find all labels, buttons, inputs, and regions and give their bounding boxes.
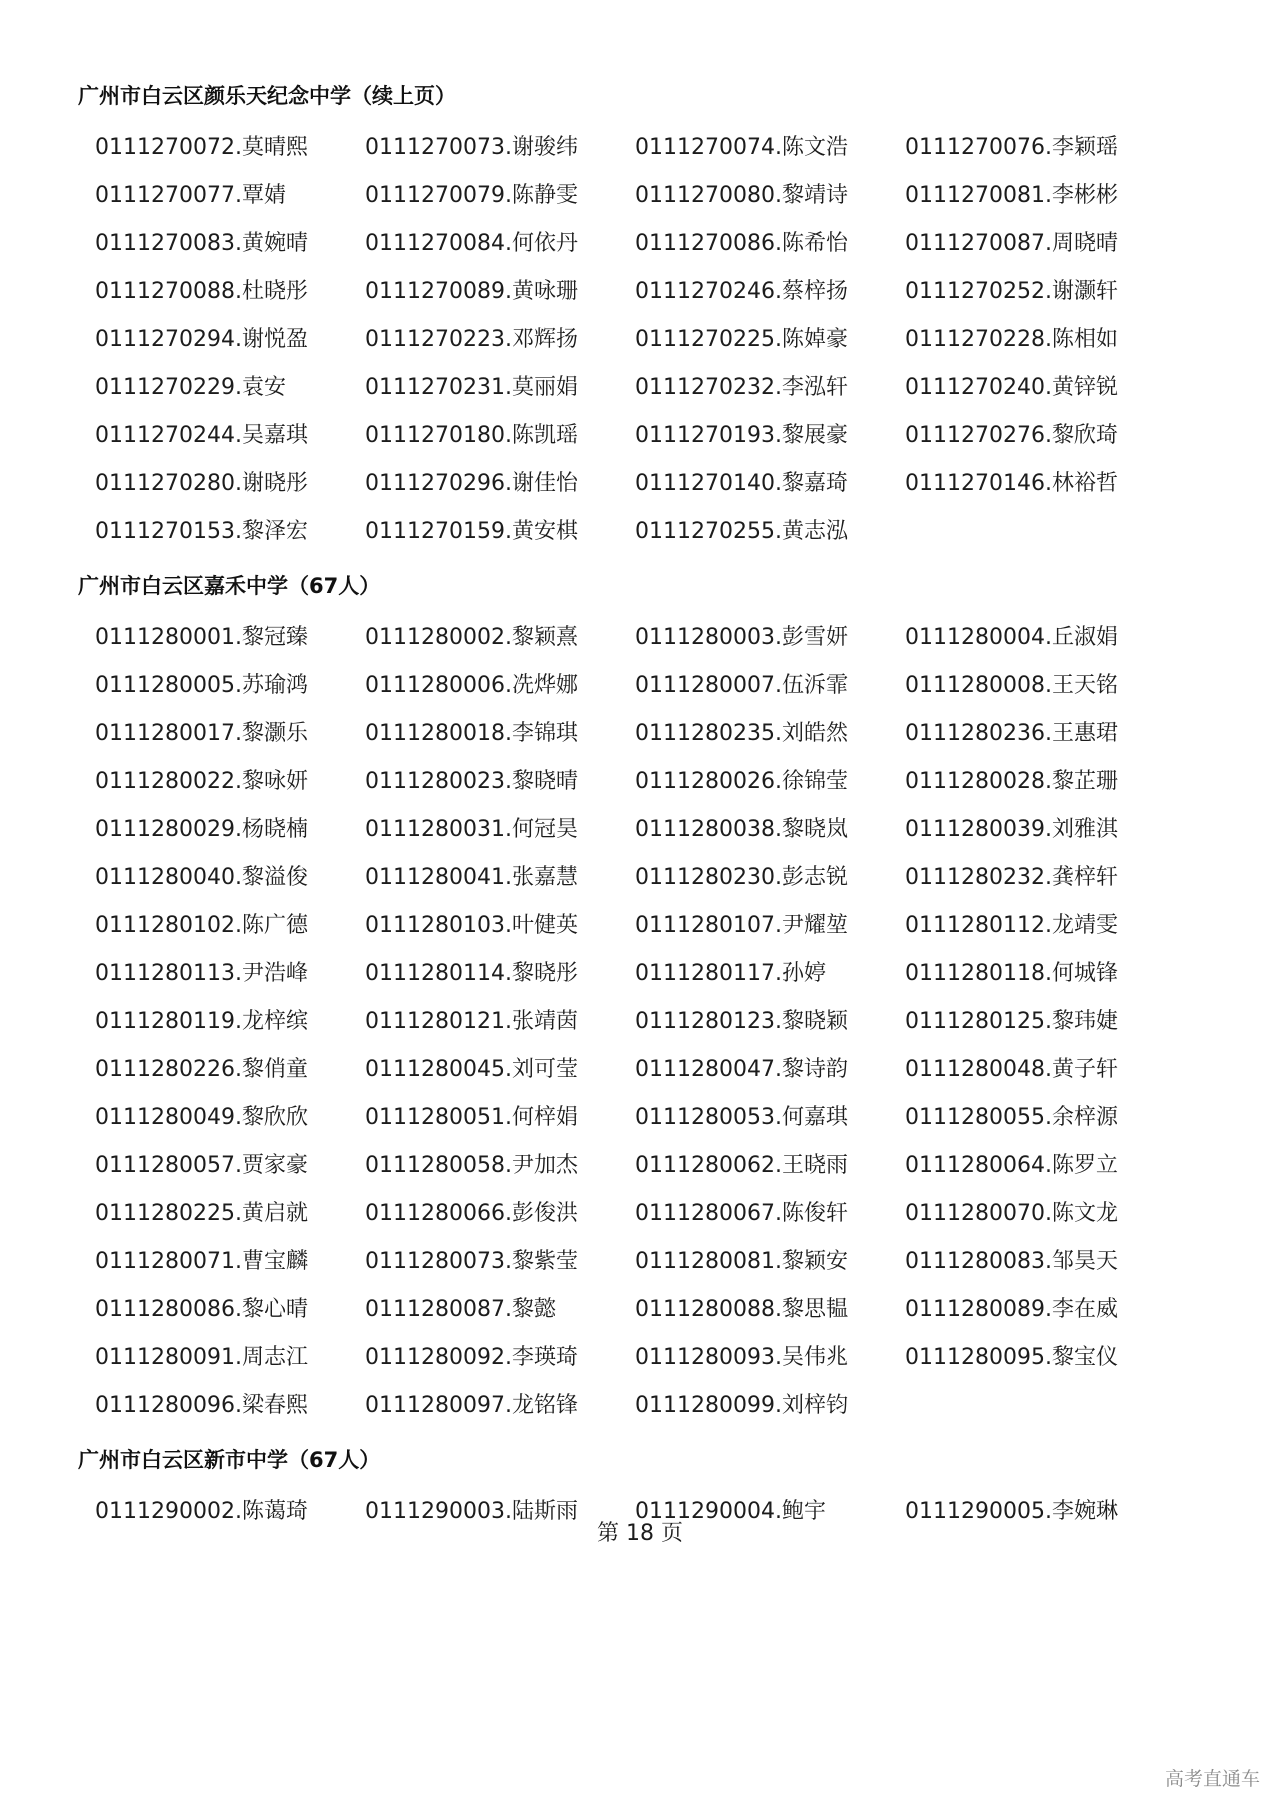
student-entry: 0111270244.吴嘉琪 (95, 423, 308, 448)
student-entry: 0111280041.张嘉慧 (365, 865, 578, 890)
student-entry: 0111270146.林裕哲 (905, 471, 1118, 496)
student-entry: 0111280067.陈俊轩 (635, 1201, 848, 1226)
student-entry: 0111280225.黄启就 (95, 1201, 308, 1226)
page-number: 第 18 页 (597, 1521, 683, 1546)
student-entry: 0111280095.黎宝仪 (905, 1345, 1118, 1370)
student-entry: 0111270246.蔡梓扬 (635, 279, 848, 304)
student-entry: 0111270232.李泓轩 (635, 375, 848, 400)
student-entry: 0111290003.陆斯雨 (365, 1499, 578, 1524)
student-entry: 0111270229.袁安 (95, 375, 286, 400)
student-entry: 0111280008.王天铭 (905, 673, 1118, 698)
student-entry: 0111280058.尹加杰 (365, 1153, 578, 1178)
student-entry: 0111270086.陈希怡 (635, 231, 848, 256)
student-entry: 0111270073.谢骏纬 (365, 135, 578, 160)
student-entry: 0111270223.邓辉扬 (365, 327, 578, 352)
student-entry: 0111280235.刘皓然 (635, 721, 848, 746)
student-entry: 0111280023.黎晓晴 (365, 769, 578, 794)
student-entry: 0111280039.刘雅淇 (905, 817, 1118, 842)
student-entry: 0111290005.李婉琳 (905, 1499, 1118, 1524)
student-entry: 0111270080.黎靖诗 (635, 183, 848, 208)
student-entry: 0111270088.杜晓彤 (95, 279, 308, 304)
section-heading: 广州市白云区新市中学（67人） (78, 1448, 381, 1472)
student-entry: 0111290002.陈蔼琦 (95, 1499, 308, 1524)
student-entry: 0111280091.周志江 (95, 1345, 308, 1370)
student-entry: 0111270074.陈文浩 (635, 135, 848, 160)
student-entry: 0111280001.黎冠臻 (95, 625, 308, 650)
student-entry: 0111280232.龚梓轩 (905, 865, 1118, 890)
student-entry: 0111280064.陈罗立 (905, 1153, 1118, 1178)
student-entry: 0111270077.覃婧 (95, 183, 286, 208)
student-entry: 0111280005.苏瑜鸿 (95, 673, 308, 698)
student-entry: 0111270140.黎嘉琦 (635, 471, 848, 496)
student-entry: 0111270228.陈相如 (905, 327, 1118, 352)
student-entry: 0111280040.黎溢俊 (95, 865, 308, 890)
student-entry: 0111280102.陈广德 (95, 913, 308, 938)
student-entry: 0111270180.陈凯瑶 (365, 423, 578, 448)
student-entry: 0111280022.黎咏妍 (95, 769, 308, 794)
student-entry: 0111280119.龙梓缤 (95, 1009, 308, 1034)
student-entry: 0111280026.徐锦莹 (635, 769, 848, 794)
roster-grid (95, 614, 1280, 1430)
student-entry: 0111280107.尹耀堃 (635, 913, 848, 938)
student-entry: 0111280062.王晓雨 (635, 1153, 848, 1178)
student-entry: 0111270159.黄安棋 (365, 519, 578, 544)
student-entry: 0111280002.黎颖熹 (365, 625, 578, 650)
student-entry: 0111270072.莫晴熙 (95, 135, 308, 160)
student-entry: 0111270240.黄锌锐 (905, 375, 1118, 400)
student-entry: 0111280031.何冠昊 (365, 817, 578, 842)
student-entry: 0111280096.梁春熙 (95, 1393, 308, 1418)
student-entry: 0111280006.冼烨娜 (365, 673, 578, 698)
student-entry: 0111280047.黎诗韵 (635, 1057, 848, 1082)
student-entry: 0111280055.余梓源 (905, 1105, 1118, 1130)
student-entry: 0111280117.孙婷 (635, 961, 826, 986)
student-entry: 0111280093.吴伟兆 (635, 1345, 848, 1370)
student-entry: 0111270153.黎泽宏 (95, 519, 308, 544)
student-entry: 0111270296.谢佳怡 (365, 471, 578, 496)
student-entry: 0111280051.何梓娟 (365, 1105, 578, 1130)
student-entry: 0111280071.曹宝麟 (95, 1249, 308, 1274)
student-entry: 0111280038.黎晓岚 (635, 817, 848, 842)
student-entry: 0111270276.黎欣琦 (905, 423, 1118, 448)
student-entry: 0111280049.黎欣欣 (95, 1105, 308, 1130)
student-entry: 0111270231.莫丽娟 (365, 375, 578, 400)
student-entry: 0111280089.李在威 (905, 1297, 1118, 1322)
student-entry: 0111280053.何嘉琪 (635, 1105, 848, 1130)
student-entry: 0111270076.李颖瑶 (905, 135, 1118, 160)
student-entry: 0111270089.黄咏珊 (365, 279, 578, 304)
student-entry: 0111290004.鲍宇 (635, 1499, 826, 1524)
student-entry: 0111280125.黎玮婕 (905, 1009, 1118, 1034)
student-entry: 0111280073.黎紫莹 (365, 1249, 578, 1274)
page-content (0, 78, 1280, 1548)
student-entry: 0111270252.谢灏轩 (905, 279, 1118, 304)
student-entry: 0111280018.李锦琪 (365, 721, 578, 746)
student-entry: 0111280066.彭俊洪 (365, 1201, 578, 1226)
student-entry: 0111280083.邹昊天 (905, 1249, 1118, 1274)
student-entry: 0111280121.张靖茵 (365, 1009, 578, 1034)
student-entry: 0111270087.周晓晴 (905, 231, 1118, 256)
student-entry: 0111270081.李彬彬 (905, 183, 1118, 208)
student-entry: 0111280226.黎俏童 (95, 1057, 308, 1082)
student-entry: 0111280057.贾家豪 (95, 1153, 308, 1178)
roster-grid (95, 124, 1280, 556)
student-entry: 0111270255.黄志泓 (635, 519, 848, 544)
student-entry: 0111280048.黄子轩 (905, 1057, 1118, 1082)
student-entry: 0111280092.李瑛琦 (365, 1345, 578, 1370)
student-entry: 0111270280.谢晓彤 (95, 471, 308, 496)
student-entry: 0111280028.黎芷珊 (905, 769, 1118, 794)
student-entry: 0111280114.黎晓彤 (365, 961, 578, 986)
student-entry: 0111280007.伍泝霏 (635, 673, 848, 698)
student-entry: 0111280003.彭雪妍 (635, 625, 848, 650)
student-entry: 0111280070.陈文龙 (905, 1201, 1118, 1226)
student-entry: 0111270294.谢悦盈 (95, 327, 308, 352)
student-entry: 0111270193.黎展豪 (635, 423, 848, 448)
student-entry: 0111280112.龙靖雯 (905, 913, 1118, 938)
student-entry: 0111270225.陈婥豪 (635, 327, 848, 352)
student-entry: 0111280099.刘梓钧 (635, 1393, 848, 1418)
student-entry: 0111280230.彭志锐 (635, 865, 848, 890)
student-entry: 0111280004.丘淑娟 (905, 625, 1118, 650)
student-entry: 0111270084.何依丹 (365, 231, 578, 256)
student-entry: 0111270079.陈静雯 (365, 183, 578, 208)
student-entry: 0111280081.黎颖安 (635, 1249, 848, 1274)
student-entry: 0111280045.刘可莹 (365, 1057, 578, 1082)
student-entry: 0111280118.何城锋 (905, 961, 1118, 986)
student-entry: 0111280113.尹浩峰 (95, 961, 308, 986)
student-entry: 0111280088.黎思韫 (635, 1297, 848, 1322)
section-heading: 广州市白云区颜乐天纪念中学（续上页） (78, 84, 456, 108)
watermark: 高考直通车 (1164, 1768, 1260, 1790)
student-entry: 0111280236.王惠珺 (905, 721, 1118, 746)
student-entry: 0111280086.黎心晴 (95, 1297, 308, 1322)
student-entry: 0111280097.龙铭锋 (365, 1393, 578, 1418)
student-entry: 0111280087.黎懿 (365, 1297, 556, 1322)
student-entry: 0111280017.黎灏乐 (95, 721, 308, 746)
student-entry: 0111280123.黎晓颖 (635, 1009, 848, 1034)
student-entry: 0111280103.叶健英 (365, 913, 578, 938)
section-heading: 广州市白云区嘉禾中学（67人） (78, 574, 381, 598)
student-entry: 0111280029.杨晓楠 (95, 817, 308, 842)
student-entry: 0111270083.黄婉晴 (95, 231, 308, 256)
